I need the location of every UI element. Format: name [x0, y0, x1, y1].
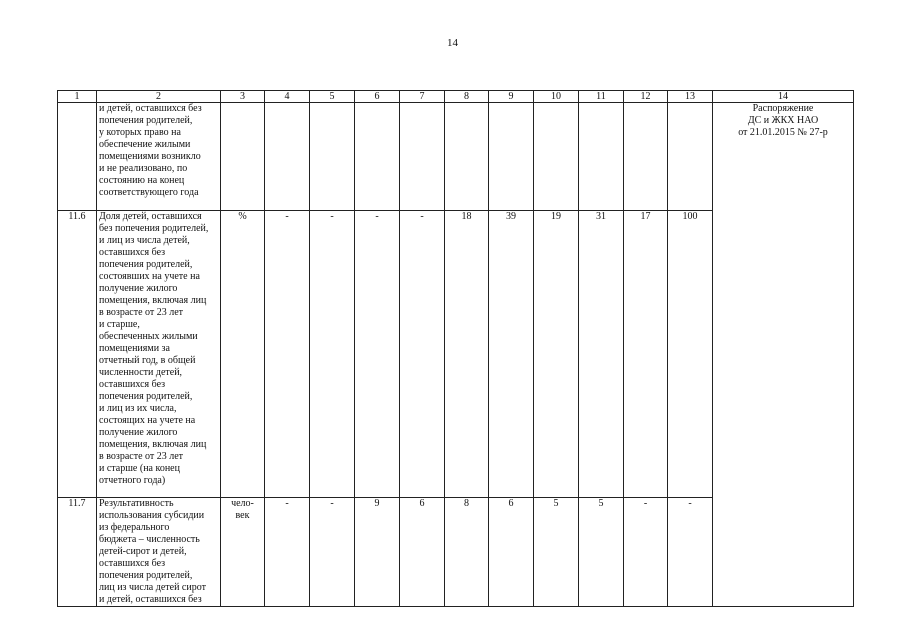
- header-cell: 1: [58, 91, 97, 103]
- value-cell: -: [265, 498, 310, 607]
- unit-cell: чело- век: [221, 498, 265, 607]
- value-cell: [445, 103, 489, 211]
- indicators-table: [57, 90, 854, 607]
- value-cell: [489, 103, 534, 211]
- value-cell: 39: [489, 211, 534, 498]
- value-cell: -: [310, 498, 355, 607]
- value-cell: -: [400, 211, 445, 498]
- value-cell: [355, 103, 400, 211]
- row-number: [58, 103, 97, 211]
- value-cell: [579, 103, 624, 211]
- unit-cell: %: [221, 211, 265, 498]
- value-cell: -: [624, 498, 668, 607]
- value-cell: 100: [668, 211, 713, 498]
- value-cell: -: [668, 498, 713, 607]
- row-number: 11.6: [58, 211, 97, 498]
- value-cell: [400, 103, 445, 211]
- value-cell: 5: [534, 498, 579, 607]
- header-cell: 9: [489, 91, 534, 103]
- value-cell: 8: [445, 498, 489, 607]
- header-cell: 10: [534, 91, 579, 103]
- indicator-text: и детей, оставшихся без попечения родителей, у которых право на обеспечение жилыми помещениями возникло и не реализовано, по состоянию на конец соответствующего года: [97, 103, 221, 211]
- value-cell: [265, 103, 310, 211]
- value-cell: [668, 103, 713, 211]
- row-number: 11.7: [58, 498, 97, 607]
- header-cell: 12: [624, 91, 668, 103]
- value-cell: [534, 103, 579, 211]
- table-row: [58, 103, 854, 211]
- value-cell: 18: [445, 211, 489, 498]
- header-cell: 7: [400, 91, 445, 103]
- value-cell: 17: [624, 211, 668, 498]
- page-number: 14: [447, 37, 458, 49]
- table-header-row: [58, 91, 854, 103]
- value-cell: [310, 103, 355, 211]
- value-cell: 6: [489, 498, 534, 607]
- value-cell: 5: [579, 498, 624, 607]
- header-cell: 13: [668, 91, 713, 103]
- value-cell: 9: [355, 498, 400, 607]
- header-cell: 3: [221, 91, 265, 103]
- unit-cell: [221, 103, 265, 211]
- header-cell: 11: [579, 91, 624, 103]
- header-cell: 2: [97, 91, 221, 103]
- value-cell: -: [265, 211, 310, 498]
- indicator-text: Результативность использования субсидии из федерального бюджета – численность детей-сирот и детей, оставшихся без попечения родителей, лиц из числа детей сирот и детей, оставшихся без: [97, 498, 221, 607]
- value-cell: 31: [579, 211, 624, 498]
- value-cell: [624, 103, 668, 211]
- header-cell: 6: [355, 91, 400, 103]
- value-cell: -: [310, 211, 355, 498]
- header-cell: 8: [445, 91, 489, 103]
- indicator-text: Доля детей, оставшихся без попечения родителей, и лиц из числа детей, оставшихся без попечения родителей, состоявших на учете на получение жилого помещения, включая лиц в возрасте от 23 лет и старше, обеспеченных жилыми помещениями за отчетный год, в общей численности детей, оставшихся без попечения родителей, и лиц из их числа, состоящих на учете на получение жилого помещения, включая лиц в возрасте от 23 лет и старше (на конец отчетного года): [97, 211, 221, 498]
- value-cell: 19: [534, 211, 579, 498]
- header-cell: 4: [265, 91, 310, 103]
- header-cell: 5: [310, 91, 355, 103]
- value-cell: -: [355, 211, 400, 498]
- notes-cell: Распоряжение ДС и ЖКХ НАО от 21.01.2015 № 27-р: [713, 103, 854, 607]
- header-cell: 14: [713, 91, 854, 103]
- value-cell: 6: [400, 498, 445, 607]
